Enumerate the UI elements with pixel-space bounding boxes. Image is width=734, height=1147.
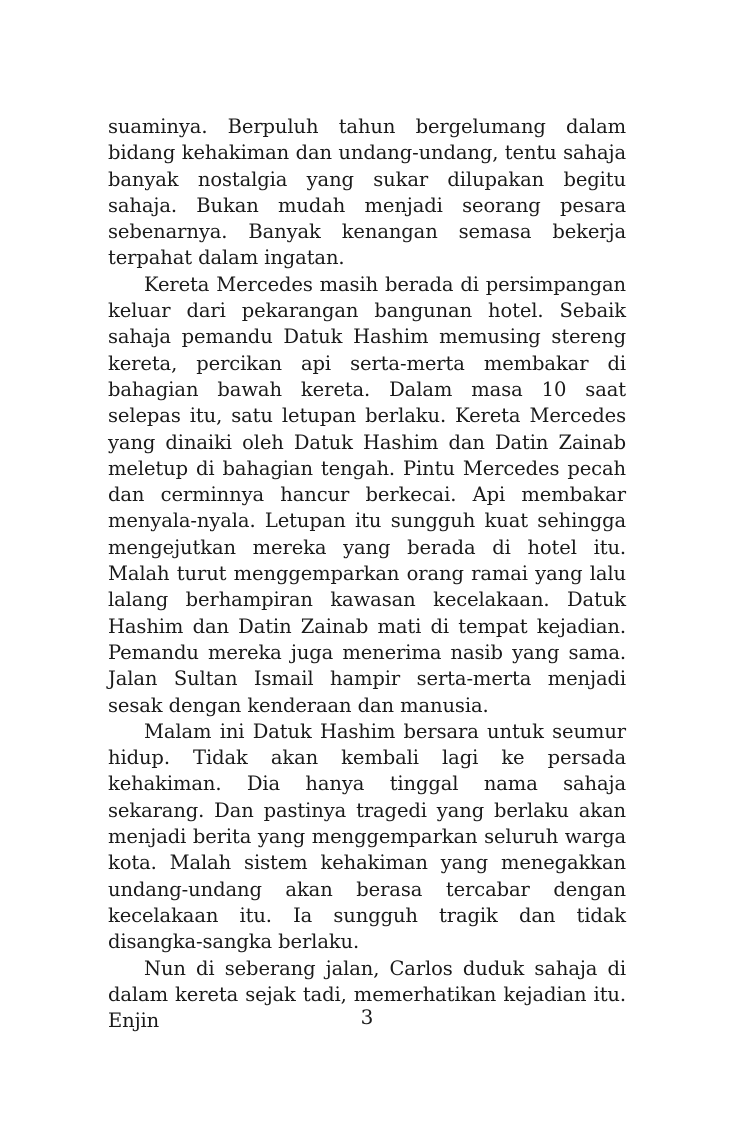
paragraph-1: suaminya. Berpuluh tahun bergelumang dalam bidang kehakiman dan undang-undang, tentu sahaja banyak nostalgia yang sukar dilupakan begitu sahaja. Bukan mudah menjadi seorang pesara sebenarnya. Banyak kenangan semasa bekerja terpahat dalam ingatan.: [108, 115, 626, 270]
paragraph-3: Malam ini Datuk Hashim bersara untuk seumur hidup. Tidak akan kembali lagi ke persada kehakiman. Dia hanya tinggal nama sahaja sekarang. Dan pastinya tragedi yang berlaku akan menjadi berita yang menggemparkan seluruh warga kota. Malah sistem kehakiman yang menegakkan undang-undang akan berasa tercabar dengan kecelakaan itu. Ia sungguh tragik dan tidak disangka-sangka berlaku.: [108, 719, 626, 954]
page-body: [108, 114, 626, 1034]
paragraph-2: Kereta Mercedes masih berada di persimpangan keluar dari pekarangan bangunan hotel. Sebaik sahaja pemandu Datuk Hashim memusing stereng kereta, percikan api serta-merta membakar di bahagian bawah kereta. Dalam masa 10 saat selepas itu, satu letupan berlaku. Kereta Mercedes yang dinaiki oleh Datuk Hashim dan Datin Zainab meletup di bahagian tengah. Pintu Mercedes pecah dan cerminnya hancur berkecai. Api membakar menyala-nyala. Letupan itu sungguh kuat sehingga mengejutkan mereka yang berada di hotel itu. Malah turut menggemparkan orang ramai yang lalu lalang berhampiran kawasan kecelakaan. Datuk Hashim dan Datin Zainab mati di tempat kejadian. Pemandu mereka juga menerima nasib yang sama. Jalan Sultan Ismail hampir serta-merta menjadi sesak dengan kenderaan dan manusia.: [108, 272, 626, 717]
paragraph-4: Nun di seberang jalan, Carlos duduk sahaja di dalam kereta sejak tadi, memerhatikan kejadian itu. Enjin: [108, 956, 626, 1033]
page-number: 3: [360, 1005, 374, 1029]
